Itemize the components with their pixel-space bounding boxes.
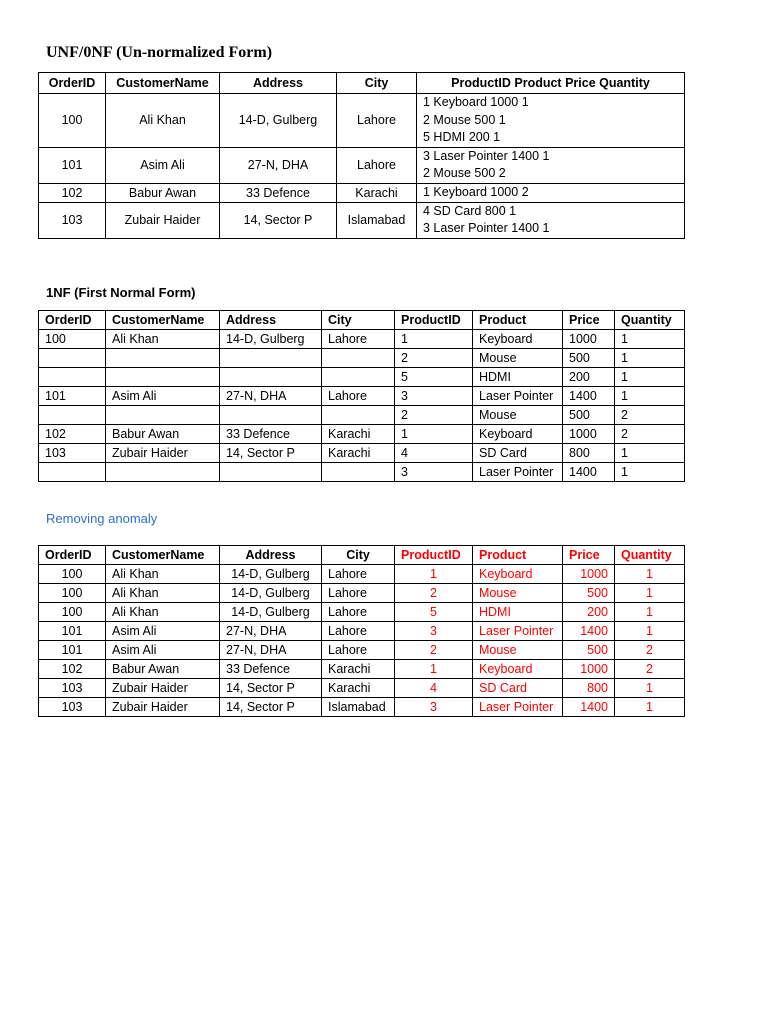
order-id-cell: 103 <box>39 444 106 463</box>
customer-name-cell: Babur Awan <box>106 660 220 679</box>
address-cell <box>220 368 322 387</box>
price-cell: 200 <box>563 368 615 387</box>
address-cell: 14, Sector P <box>220 679 322 698</box>
price-cell: 1400 <box>563 698 615 717</box>
product-cell: Laser Pointer <box>473 463 563 482</box>
quantity-cell: 1 <box>615 349 685 368</box>
column-header: City <box>337 73 417 94</box>
customer-name-cell: Zubair Haider <box>106 698 220 717</box>
address-cell: 14, Sector P <box>220 444 322 463</box>
address-cell: 14, Sector P <box>220 202 337 238</box>
city-cell: Karachi <box>322 425 395 444</box>
customer-name-cell: Ali Khan <box>106 565 220 584</box>
customer-name-cell: Ali Khan <box>106 584 220 603</box>
customer-name-cell <box>106 463 220 482</box>
order-id-cell: 102 <box>39 660 106 679</box>
product-id-cell: 5 <box>395 603 473 622</box>
customer-name-cell: Asim Ali <box>106 147 220 183</box>
product-cell: Laser Pointer <box>473 698 563 717</box>
customer-name-cell: Ali Khan <box>106 603 220 622</box>
onf-section-title: 1NF (First Normal Form) <box>46 285 196 300</box>
address-cell: 14, Sector P <box>220 698 322 717</box>
removing-anomaly-title: Removing anomaly <box>46 511 158 526</box>
table-row <box>39 698 685 717</box>
column-header: Address <box>220 311 322 330</box>
column-header: Address <box>220 546 322 565</box>
product-id-cell: 3 <box>395 698 473 717</box>
city-cell: Lahore <box>322 387 395 406</box>
column-header: Price <box>563 546 615 565</box>
table-row <box>39 444 685 463</box>
city-cell: Karachi <box>322 660 395 679</box>
address-cell: 14-D, Gulberg <box>220 330 322 349</box>
product-id-cell: 1 <box>395 330 473 349</box>
product-line: 1 Keyboard 1000 1 <box>423 95 529 109</box>
product-cell: Mouse <box>473 584 563 603</box>
product-line: 2 Mouse 500 1 <box>423 112 506 127</box>
customer-name-cell: Babur Awan <box>106 425 220 444</box>
table-row <box>39 406 685 425</box>
city-cell: Lahore <box>337 94 417 148</box>
quantity-cell: 1 <box>615 368 685 387</box>
address-cell: 33 Defence <box>220 183 337 202</box>
address-cell: 33 Defence <box>220 425 322 444</box>
quantity-cell: 1 <box>615 444 685 463</box>
price-cell: 200 <box>563 603 615 622</box>
customer-name-cell: Babur Awan <box>106 183 220 202</box>
address-cell: 14-D, Gulberg <box>220 565 322 584</box>
quantity-cell: 1 <box>615 698 685 717</box>
product-id-cell: 1 <box>395 660 473 679</box>
price-cell: 1000 <box>563 330 615 349</box>
column-header: CustomerName <box>106 546 220 565</box>
product-id-cell: 1 <box>395 565 473 584</box>
table-row <box>39 463 685 482</box>
quantity-cell: 1 <box>615 679 685 698</box>
price-cell: 500 <box>563 641 615 660</box>
products-cell <box>417 183 685 202</box>
column-header: OrderID <box>39 73 106 94</box>
city-cell <box>322 406 395 425</box>
city-cell: Lahore <box>322 584 395 603</box>
table-header-row <box>39 73 685 94</box>
order-id-cell: 101 <box>39 641 106 660</box>
city-cell: Lahore <box>322 641 395 660</box>
address-cell: 33 Defence <box>220 660 322 679</box>
quantity-cell: 2 <box>615 660 685 679</box>
city-cell: Lahore <box>337 147 417 183</box>
product-id-cell: 5 <box>395 368 473 387</box>
products-cell <box>417 147 685 183</box>
product-line: 1 Keyboard 1000 2 <box>423 184 529 199</box>
table-row <box>39 202 685 238</box>
product-line: 3 Laser Pointer 1400 1 <box>423 221 550 235</box>
order-id-cell: 103 <box>39 698 106 717</box>
product-cell: Keyboard <box>473 425 563 444</box>
table-row <box>39 641 685 660</box>
product-cell: SD Card <box>473 679 563 698</box>
column-header: ProductID <box>395 546 473 565</box>
quantity-cell: 1 <box>615 584 685 603</box>
product-cell: SD Card <box>473 444 563 463</box>
address-cell <box>220 463 322 482</box>
column-header: Quantity <box>615 546 685 565</box>
customer-name-cell: Ali Khan <box>106 330 220 349</box>
city-cell: Karachi <box>322 679 395 698</box>
product-cell: Mouse <box>473 406 563 425</box>
table-row <box>39 584 685 603</box>
product-cell: Keyboard <box>473 330 563 349</box>
product-id-cell: 3 <box>395 622 473 641</box>
quantity-cell: 1 <box>615 387 685 406</box>
city-cell: Lahore <box>322 330 395 349</box>
product-cell: HDMI <box>473 368 563 387</box>
column-header: CustomerName <box>106 311 220 330</box>
product-cell: Laser Pointer <box>473 622 563 641</box>
table-header-row <box>39 311 685 330</box>
product-id-cell: 2 <box>395 641 473 660</box>
table-row <box>39 330 685 349</box>
products-cell <box>417 94 685 148</box>
table-row <box>39 94 685 148</box>
quantity-cell: 1 <box>615 463 685 482</box>
products-cell <box>417 202 685 238</box>
price-cell: 500 <box>563 349 615 368</box>
product-cell: HDMI <box>473 603 563 622</box>
order-id-cell: 101 <box>39 387 106 406</box>
order-id-cell: 101 <box>39 622 106 641</box>
column-header: Address <box>220 73 337 94</box>
address-cell: 14-D, Gulberg <box>220 94 337 148</box>
address-cell: 27-N, DHA <box>220 641 322 660</box>
table-row <box>39 147 685 183</box>
address-cell: 27-N, DHA <box>220 147 337 183</box>
table-row <box>39 565 685 584</box>
city-cell <box>322 368 395 387</box>
city-cell: Lahore <box>322 565 395 584</box>
address-cell <box>220 406 322 425</box>
order-id-cell: 100 <box>39 584 106 603</box>
address-cell: 27-N, DHA <box>220 387 322 406</box>
order-id-cell <box>39 463 106 482</box>
table-row <box>39 183 685 202</box>
order-id-cell: 100 <box>39 603 106 622</box>
column-header: OrderID <box>39 546 106 565</box>
price-cell: 1400 <box>563 463 615 482</box>
address-cell: 14-D, Gulberg <box>220 603 322 622</box>
customer-name-cell: Zubair Haider <box>106 444 220 463</box>
table-row <box>39 660 685 679</box>
product-id-cell: 2 <box>395 584 473 603</box>
table-header-row <box>39 546 685 565</box>
price-cell: 500 <box>563 584 615 603</box>
quantity-cell: 2 <box>615 406 685 425</box>
column-header: ProductID Product Price Quantity <box>417 73 685 94</box>
column-header: CustomerName <box>106 73 220 94</box>
table-row <box>39 349 685 368</box>
table-row <box>39 622 685 641</box>
column-header: ProductID <box>395 311 473 330</box>
product-id-cell: 4 <box>395 444 473 463</box>
table-row <box>39 603 685 622</box>
column-header: Quantity <box>615 311 685 330</box>
city-cell: Islamabad <box>337 202 417 238</box>
customer-name-cell <box>106 368 220 387</box>
price-cell: 500 <box>563 406 615 425</box>
customer-name-cell: Zubair Haider <box>106 679 220 698</box>
order-id-cell: 102 <box>39 183 106 202</box>
column-header: Product <box>473 546 563 565</box>
product-cell: Laser Pointer <box>473 387 563 406</box>
customer-name-cell: Ali Khan <box>106 94 220 148</box>
customer-name-cell: Zubair Haider <box>106 202 220 238</box>
price-cell: 1000 <box>563 660 615 679</box>
customer-name-cell <box>106 349 220 368</box>
unf-section-title: UNF/0NF (Un-normalized Form) <box>46 44 273 61</box>
city-cell: Islamabad <box>322 698 395 717</box>
customer-name-cell: Asim Ali <box>106 622 220 641</box>
product-id-cell: 1 <box>395 425 473 444</box>
product-line: 2 Mouse 500 2 <box>423 166 506 180</box>
order-id-cell: 100 <box>39 94 106 148</box>
column-header: Product <box>473 311 563 330</box>
product-id-cell: 2 <box>395 406 473 425</box>
column-header: Price <box>563 311 615 330</box>
address-cell: 14-D, Gulberg <box>220 584 322 603</box>
price-cell: 1000 <box>563 565 615 584</box>
removing-anomaly-table <box>38 545 685 717</box>
quantity-cell: 1 <box>615 622 685 641</box>
product-id-cell: 2 <box>395 349 473 368</box>
table-row <box>39 425 685 444</box>
order-id-cell <box>39 349 106 368</box>
product-id-cell: 3 <box>395 387 473 406</box>
city-cell: Karachi <box>337 183 417 202</box>
order-id-cell <box>39 368 106 387</box>
table-row <box>39 679 685 698</box>
quantity-cell: 2 <box>615 425 685 444</box>
address-cell <box>220 349 322 368</box>
price-cell: 1400 <box>563 387 615 406</box>
product-line: 4 SD Card 800 1 <box>423 203 517 218</box>
city-cell: Karachi <box>322 444 395 463</box>
order-id-cell <box>39 406 106 425</box>
order-id-cell: 100 <box>39 565 106 584</box>
price-cell: 1000 <box>563 425 615 444</box>
order-id-cell: 103 <box>39 679 106 698</box>
table-row <box>39 387 685 406</box>
product-line: 3 Laser Pointer 1400 1 <box>423 148 550 163</box>
product-cell: Keyboard <box>473 660 563 679</box>
city-cell: Lahore <box>322 622 395 641</box>
price-cell: 1400 <box>563 622 615 641</box>
quantity-cell: 2 <box>615 641 685 660</box>
quantity-cell: 1 <box>615 603 685 622</box>
product-id-cell: 4 <box>395 679 473 698</box>
table-row <box>39 368 685 387</box>
order-id-cell: 102 <box>39 425 106 444</box>
price-cell: 800 <box>563 679 615 698</box>
price-cell: 800 <box>563 444 615 463</box>
order-id-cell: 101 <box>39 147 106 183</box>
product-id-cell: 3 <box>395 463 473 482</box>
onf-table <box>38 310 685 482</box>
column-header: City <box>322 546 395 565</box>
product-cell: Keyboard <box>473 565 563 584</box>
customer-name-cell: Asim Ali <box>106 387 220 406</box>
column-header: OrderID <box>39 311 106 330</box>
quantity-cell: 1 <box>615 565 685 584</box>
city-cell: Lahore <box>322 603 395 622</box>
unf-table <box>38 72 685 239</box>
order-id-cell: 100 <box>39 330 106 349</box>
product-cell: Mouse <box>473 349 563 368</box>
product-line: 5 HDMI 200 1 <box>423 130 501 144</box>
quantity-cell: 1 <box>615 330 685 349</box>
customer-name-cell <box>106 406 220 425</box>
city-cell <box>322 349 395 368</box>
order-id-cell: 103 <box>39 202 106 238</box>
city-cell <box>322 463 395 482</box>
customer-name-cell: Asim Ali <box>106 641 220 660</box>
column-header: City <box>322 311 395 330</box>
address-cell: 27-N, DHA <box>220 622 322 641</box>
product-cell: Mouse <box>473 641 563 660</box>
